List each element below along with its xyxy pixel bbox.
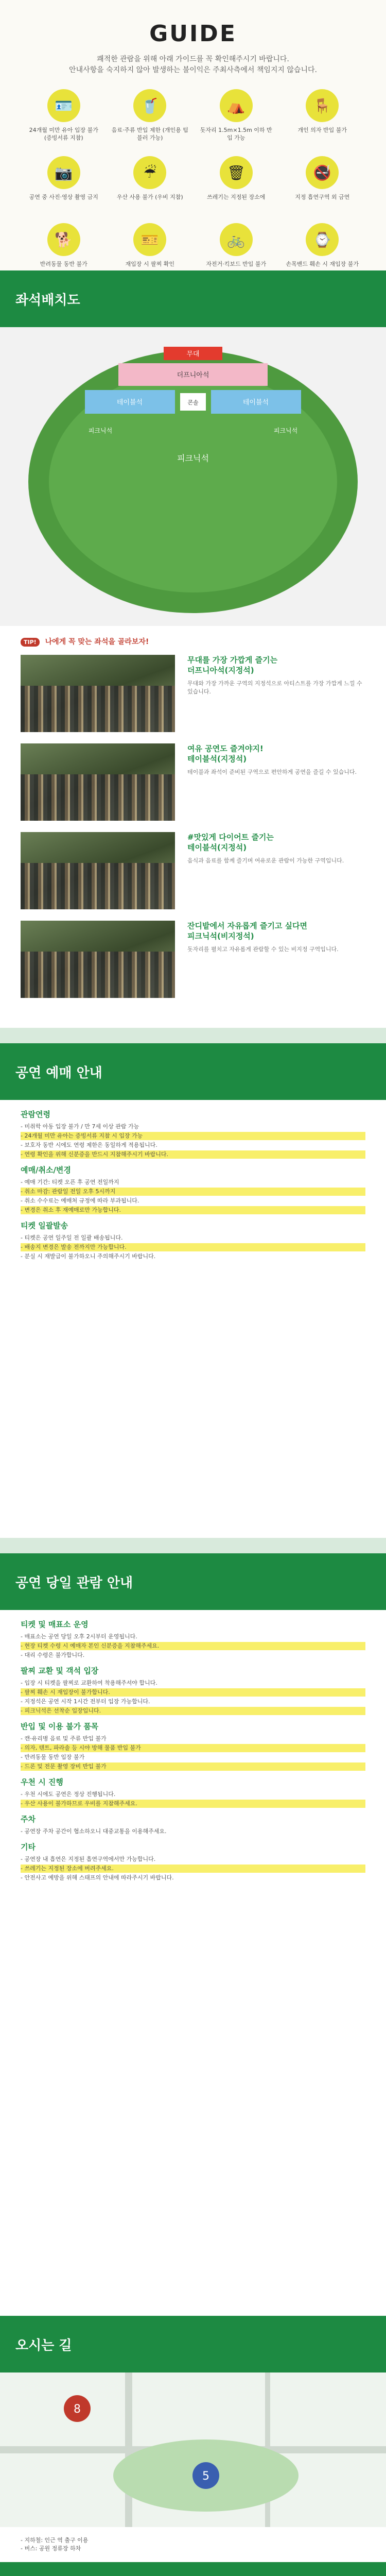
guide-item-text: 지정 흡연구역 외 금연 — [295, 194, 350, 200]
info-line: - 입장 시 티켓을 팔찌로 교환하여 착용해주셔야 합니다. — [21, 1680, 157, 1686]
trash-icon: 🗑 — [220, 156, 253, 189]
tip-desc: 테이블과 좌석이 준비된 구역으로 편안하게 공연을 즐길 수 있습니다. — [187, 769, 357, 775]
info-line: - 안전사고 예방을 위해 스태프의 안내에 따라주시기 바랍니다. — [21, 1874, 174, 1881]
info-line: - 쓰레기는 지정된 장소에 버려주세요. — [21, 1865, 365, 1873]
console-booth-label: 콘솔 — [187, 399, 199, 406]
guide-item-text: 자전거·킥보드 반입 불가 — [206, 261, 267, 267]
chair-icon: 🪑 — [306, 89, 339, 122]
tip-zone: 테이블석(지정석) — [187, 754, 247, 764]
tip-desc: 돗자리를 펼치고 자유롭게 관람할 수 있는 비지정 구역입니다. — [187, 946, 339, 953]
guide-item — [279, 89, 366, 154]
info-block-title: 기타 — [21, 1842, 36, 1852]
info-line: - 예매 기간: 티켓 오픈 후 공연 전일까지 — [21, 1179, 119, 1185]
info-block-title: 팔찌 교환 및 객석 입장 — [21, 1666, 99, 1675]
guide-lead-line-1: 쾌적한 관람을 위해 아래 가이드를 꼭 확인해주시기 바랍니다. — [97, 55, 289, 63]
map-info — [0, 2527, 386, 2562]
guide-item — [21, 223, 107, 288]
info-line: - 매표소는 공연 당일 오후 2시부터 운영됩니다. — [21, 1633, 137, 1640]
location-map-svg — [0, 2372, 386, 2527]
map-info-line-1: - 지하철: 인근 역 출구 이용 — [21, 2537, 89, 2544]
guide-item — [107, 223, 194, 288]
guide-item — [21, 89, 107, 154]
day-heading: 공연 당일 관람 안내 — [15, 1575, 133, 1591]
day-info — [0, 1610, 386, 2316]
guide-title: GUIDE — [149, 21, 237, 47]
info-line: - 드론 및 전문 촬영 장비 반입 불가 — [21, 1762, 365, 1771]
guide-item-text: 쓰레기는 지정된 장소에 — [207, 194, 266, 200]
guide-item — [193, 156, 279, 221]
zone-picnic-center-label: 피크닉석 — [177, 453, 209, 463]
guide-item — [193, 89, 279, 154]
crowd-photo — [21, 832, 175, 909]
tip-row — [21, 832, 365, 909]
location-map[interactable] — [0, 2372, 386, 2527]
info-line: - 팔찌 훼손 시 재입장이 불가합니다. — [21, 1688, 365, 1697]
separator — [0, 1028, 386, 1043]
zone-picnic-left-label: 피크닉석 — [88, 427, 113, 434]
tip-heading — [187, 655, 365, 675]
guide-item — [107, 156, 194, 221]
info-block-title: 관람연령 — [21, 1110, 50, 1119]
info-block-title: 반입 및 이용 불가 품목 — [21, 1722, 99, 1731]
camera-icon: 📷 — [47, 156, 80, 189]
guide-item — [279, 223, 366, 288]
guide-item-text: 우산 사용 불가 (우비 지참) — [116, 194, 183, 200]
map-heading-bar — [0, 2316, 386, 2372]
info-line: - 지정석은 공연 시작 1시간 전부터 입장 가능합니다. — [21, 1698, 150, 1705]
info-line: - 취소 마감: 관람일 전일 오후 5시까지 — [21, 1188, 365, 1196]
info-block-title: 예매/취소/변경 — [21, 1165, 71, 1175]
info-line: - 분실 시 재발급이 불가하오니 주의해주시기 바랍니다. — [21, 1253, 156, 1260]
tip-row — [21, 921, 365, 998]
info-line: - 티켓은 공연 일주일 전 일괄 배송됩니다. — [21, 1234, 123, 1241]
tip-row — [21, 655, 365, 732]
tip-heading — [187, 832, 344, 853]
info-line: - 공연장 내 흡연은 지정된 흡연구역에서만 가능합니다. — [21, 1856, 156, 1862]
separator-2 — [0, 1538, 386, 1553]
info-line: - 변경은 취소 후 재예매로만 가능합니다. — [21, 1206, 365, 1214]
tips-section — [0, 626, 386, 1028]
subway-marker-a-label: 8 — [74, 2403, 81, 2416]
tip-heading — [187, 743, 357, 764]
info-line: - 피크닉석은 선착순 입장입니다. — [21, 1707, 365, 1715]
ticket-heading: 공연 예매 안내 — [15, 1065, 102, 1081]
tip-body — [175, 655, 365, 732]
info-line: - 공연장 주차 공간이 협소하오니 대중교통을 이용해주세요. — [21, 1828, 167, 1835]
tip-heading — [187, 921, 339, 941]
guide-item-text: 반려동물 동반 불가 — [40, 261, 87, 267]
zone-table-left-label: 테이블석 — [116, 399, 143, 406]
tip-zone: 테이블석(지정석) — [187, 843, 247, 852]
info-block-title: 티켓 및 매표소 운영 — [21, 1620, 89, 1629]
id-card-icon: 🪪 — [47, 89, 80, 122]
guide-item-text: 손목밴드 훼손 시 재입장 불가 — [286, 261, 359, 267]
guide-item-text: 음료·주류 반입 제한 (개인용 텀블러 가능) — [111, 127, 188, 141]
guide-item — [279, 156, 366, 221]
mat-icon: ⛺ — [220, 89, 253, 122]
info-line: - 현장 티켓 수령 시 예매자 본인 신분증을 지참해주세요. — [21, 1642, 365, 1650]
crowd-photo — [21, 743, 175, 821]
tip-heading-text: #맛있게 다이어트 즐기는 — [187, 833, 274, 842]
tip-zone: 피크닉석(비지정석) — [187, 931, 254, 941]
tip-body — [175, 832, 344, 909]
info-block-title: 주차 — [21, 1815, 36, 1824]
info-line: - 우천 시에도 공연은 정상 진행됩니다. — [21, 1791, 116, 1798]
info-line: - 대리 수령은 불가합니다. — [21, 1652, 85, 1658]
info-line: - 반려동물 동반 입장 불가 — [21, 1754, 85, 1760]
tip-body — [175, 743, 357, 821]
rain-icon: ☔ — [133, 156, 166, 189]
seating-map — [0, 327, 386, 626]
guide-item-text: 개인 의자 반입 불가 — [297, 127, 347, 133]
tip-heading-text: 잔디밭에서 자유롭게 즐기고 싶다면 — [187, 921, 308, 930]
tip-row — [21, 743, 365, 821]
info-line: - 24개월 미만 유아는 증빙서류 지참 시 입장 가능 — [21, 1132, 365, 1140]
info-line: - 캔·유리병 음료 및 주류 반입 불가 — [21, 1735, 107, 1742]
tip-heading-text: 무대를 가장 가깝게 즐기는 — [187, 655, 278, 665]
stage-label: 무대 — [186, 350, 200, 358]
guide-section — [0, 0, 386, 270]
info-line: - 의자, 텐트, 파라솔 등 시야 방해 물품 반입 불가 — [21, 1744, 365, 1752]
tip-heading-text: 여유 공연도 즐겨야지! — [187, 744, 264, 753]
ticket-heading-bar — [0, 1043, 386, 1100]
crowd-photo — [21, 921, 175, 998]
info-block-title: 티켓 일괄발송 — [21, 1221, 68, 1230]
info-line: - 연령 확인을 위해 신분증을 반드시 지참해주시기 바랍니다. — [21, 1150, 365, 1159]
zone-table-right-label: 테이블석 — [242, 399, 269, 406]
guide-item — [21, 156, 107, 221]
info-line: - 우산 사용이 불가하므로 우비를 지참해주세요. — [21, 1800, 365, 1808]
tip-desc: 음식과 음료를 함께 즐기며 여유로운 관람이 가능한 구역입니다. — [187, 857, 344, 864]
bike-icon: 🚲 — [220, 223, 253, 256]
guide-item-text: 24개월 미만 유아 입장 불가 (증빙서류 지참) — [29, 127, 98, 141]
drink-icon: 🥤 — [133, 89, 166, 122]
zone-premium-label: 더프니아석 — [177, 371, 209, 379]
info-line: - 미취학 아동 입장 불가 / 만 7세 이상 관람 가능 — [21, 1123, 139, 1130]
crowd-photo — [21, 655, 175, 732]
subway-marker-b-label: 5 — [202, 2470, 209, 2483]
map-heading: 오시는 길 — [15, 2337, 72, 2353]
ticket-icon: 🎫 — [133, 223, 166, 256]
tips-title-row — [21, 636, 365, 647]
day-heading-bar — [0, 1553, 386, 1610]
guide-item-text: 공연 중 사진·영상 촬영 금지 — [29, 194, 98, 200]
tips-title: 나에게 꼭 맞는 좌석을 골라보자! — [45, 638, 149, 646]
info-block-title: 우천 시 진행 — [21, 1777, 63, 1787]
seating-map-svg — [0, 327, 386, 626]
guide-lead — [21, 54, 365, 76]
guide-item-text: 재입장 시 팔찌 확인 — [125, 261, 174, 267]
info-line: - 배송지 변경은 발송 전까지만 가능합니다. — [21, 1243, 365, 1251]
map-info-line-2: - 버스: 공원 정류장 하차 — [21, 2545, 81, 2552]
footer-bar — [0, 2562, 386, 2576]
info-line: - 보호자 동반 시에도 연령 제한은 동일하게 적용됩니다. — [21, 1142, 157, 1148]
pet-icon: 🐕 — [47, 223, 80, 256]
zone-picnic-right-label: 피크닉석 — [273, 427, 298, 434]
tip-desc: 무대와 가장 가까운 구역의 지정석으로 아티스트를 가장 가깝게 느낄 수 있습니다. — [187, 680, 362, 695]
smoke-icon: 🚭 — [306, 156, 339, 189]
guide-item — [107, 89, 194, 154]
guide-item — [193, 223, 279, 288]
tip-body — [175, 921, 339, 998]
tips-list — [21, 655, 365, 998]
guide-lead-line-2: 안내사항을 숙지하지 않아 발생하는 불이익은 주최사측에서 책임지지 않습니다. — [69, 66, 317, 74]
tips-badge: TIP! — [21, 638, 40, 647]
info-line: - 취소 수수료는 예매처 규정에 따라 부과됩니다. — [21, 1197, 139, 1204]
seating-heading: 좌석배치도 — [15, 292, 80, 308]
tip-zone: 더프니아석(지정석) — [187, 666, 254, 675]
ticket-info — [0, 1100, 386, 1538]
guide-grid — [21, 89, 365, 288]
wristband-icon: ⌚ — [306, 223, 339, 256]
guide-item-text: 돗자리 1.5m×1.5m 이하 반입 가능 — [200, 127, 272, 141]
